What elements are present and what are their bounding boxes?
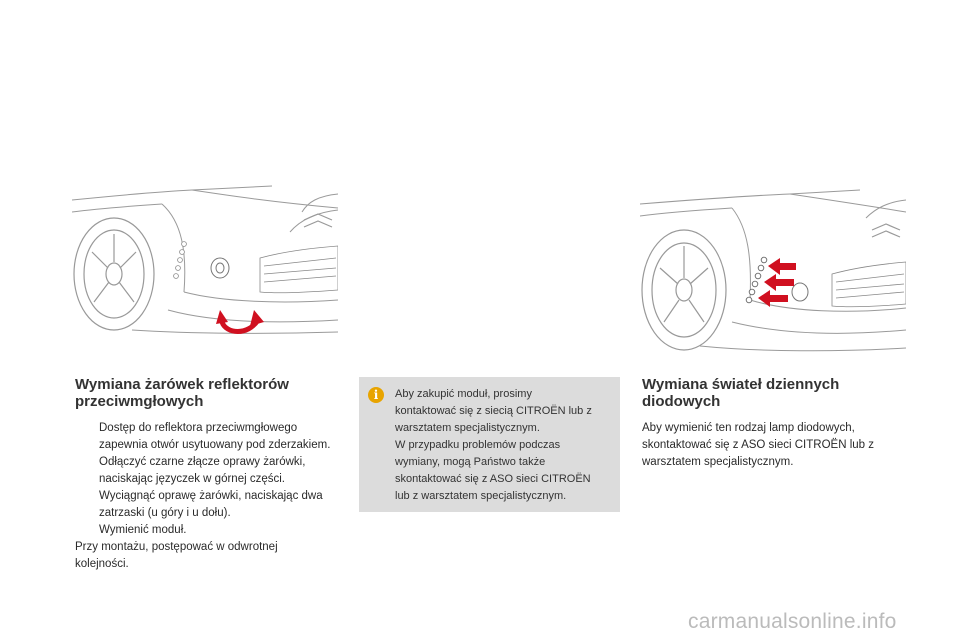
drl-section: [642, 376, 904, 471]
info-text: Aby zakupić moduł, prosimy kontaktować się z siecią CITROËN lub z warsztatem specjalistycznym. W przypadku problemów podczas wymiany, mogą Państwo także skontaktować się z ASO sieci CITROËN lub z warsztatem specjalistycznym.: [395, 388, 592, 502]
arrow-icon: [758, 258, 796, 307]
list-item: Dostęp do reflektora przeciwmgłowego zapewnia otwór usytuowany pod zderzakiem.: [99, 422, 331, 451]
chevron-logo: [304, 214, 332, 227]
drl-illustration: [640, 182, 906, 362]
drl-section-body: Aby wymienić ten rodzaj lamp diodowych, skontaktować się z ASO sieci CITROËN lub z warsztatem specjalistycznym.: [642, 422, 874, 468]
list-item: Odłączyć czarne złącze oprawy żarówki, naciskając języczek w górnej części.: [99, 456, 306, 485]
grille: [832, 262, 906, 307]
watermark: carmanualsonline.info: [688, 610, 897, 633]
drl-section-title: Wymiana świateł dziennych diodowych: [642, 376, 840, 410]
chevron-logo: [872, 224, 900, 237]
grille: [260, 246, 338, 293]
info-box: [359, 377, 620, 512]
list-item: Wymienić moduł.: [99, 524, 187, 536]
fog-lamp: [792, 283, 808, 301]
fog-section-footer: Przy montażu, postępować w odwrotnej kolejności.: [75, 541, 278, 570]
wheel: [74, 218, 154, 330]
list-item: Wyciągnąć oprawę żarówki, naciskając dwa zatrzaski (u góry i u dołu).: [99, 490, 323, 519]
fog-lamp-illustration: [72, 182, 338, 340]
fog-section-title: Wymiana żarówek reflektorów przeciwmgłowych: [75, 376, 289, 410]
fog-steps-list: [75, 420, 333, 539]
fog-lamp: [211, 258, 229, 278]
info-icon: i: [368, 387, 384, 403]
wheel: [642, 230, 726, 350]
fog-lamp-section: [75, 376, 333, 573]
